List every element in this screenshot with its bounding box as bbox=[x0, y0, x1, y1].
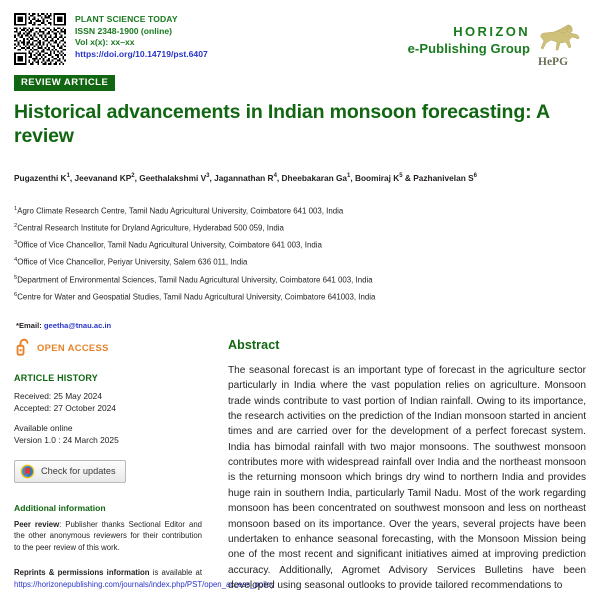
corresponding-email bbox=[0, 305, 600, 330]
affiliation-text: Department of Environmental Sciences, Tamil Nadu Agricultural University, Coimbatore 641 003, India bbox=[17, 275, 373, 285]
journal-meta bbox=[75, 13, 408, 60]
open-lock-icon bbox=[16, 338, 31, 356]
version-date: Version 1.0 : 24 March 2025 bbox=[14, 435, 119, 446]
affiliation-text: Centre for Water and Geospatial Studies, Tamil Nadu Agricultural University, Coimbatore 641003, India bbox=[17, 292, 376, 302]
hepg-abbreviation: HePG bbox=[538, 56, 569, 68]
check-for-updates-button[interactable] bbox=[14, 460, 126, 483]
author-list: Pugazenthi $K^1$, Jeevanand $KP^2$, Geethalakshmi $V^3$, Jagannathan $R^4$, Dheebakaran Ga$^1$, Boomiraj $K^5$ & Pazhanivelan $S^6$ bbox=[14, 172, 477, 183]
affiliation-text: Agro Climate Research Centre, Tamil Nadu Agricultural University, Coimbatore 641 003, India bbox=[17, 206, 344, 216]
journal-volume: Vol x(x): xx–xx bbox=[75, 37, 135, 48]
abstract-text: The seasonal forecast is an important type of forecast in the agriculture sector particularly in India where the vast population relies on agriculture. Monsoon trade winds contribute to vast portion of Indian rainfall. Owing to its importance, the research activities on the prediction of the Indian monsoon started in ancient times and are carried over for the development of a perfect forecast system. India has bimodal rainfall with two major monsoons. The southwest monsoon contributes more with widespread rainfall over India and the northeast monsoon is the returning monsoon which brings dry wind to northern India and provides huge rain in southern India, particularly Tamil Nadu. Most of the work regarding monsoon has been concentrated on southwest monsoon and less on northeast monsoon based on its importance. Over the years, several projects have been undertaken to enhance seasonal forecasting, with the Monsoon Mission being one of the most recent and significant initiatives aimed at improving prediction accuracy. Additionally, Agromet Advisory Services Bulletins have been developed using seasonal outlooks to provide tailored recommendations to bbox=[228, 365, 586, 591]
received-date: Received: 25 May 2024 bbox=[14, 391, 102, 402]
author-name: Jagannathan $R^4$ bbox=[214, 172, 277, 183]
article-history-heading: ARTICLE HISTORY bbox=[14, 373, 99, 384]
peer-review-text: : Publisher thanks Sectional Editor and the other anonymous reviewers for their contribution to the peer review of this work. bbox=[14, 519, 202, 552]
reprints-label: Reprints & permissions information bbox=[14, 567, 150, 577]
abstract-section bbox=[214, 338, 586, 593]
doi-link[interactable]: https://doi.org/10.14719/pst.6407 bbox=[75, 48, 208, 59]
author-name: Boomiraj $K^5$ bbox=[354, 172, 403, 183]
qr-code-icon bbox=[14, 13, 66, 65]
affiliation-item: $^5$Department of Environmental Sciences, Tamil Nadu Agricultural University, Coimbatore 641 003, India bbox=[14, 274, 373, 285]
author-name: Jeevanand $KP^2$ bbox=[74, 172, 135, 183]
affiliation-text: Central Research Institute for Dryland Agriculture, Hyderabad 500 059, India bbox=[17, 223, 284, 233]
article-history-block bbox=[14, 390, 202, 447]
journal-issn: ISSN 2348-1900 (online) bbox=[75, 25, 172, 36]
reprints-url[interactable]: https://horizonepublishing.com/journals/index.php/PST/open_access_policy bbox=[14, 579, 275, 589]
pegasus-icon bbox=[536, 23, 582, 57]
affiliation-item: $^2$Central Research Institute for Dryland Agriculture, Hyderabad 500 059, India bbox=[14, 222, 284, 233]
affiliation-item: $^3$Office of Vice Chancellor, Tamil Nadu Agricultural University, Coimbatore 641 003, India bbox=[14, 240, 322, 250]
peer-review-note bbox=[14, 519, 202, 553]
publisher-branding bbox=[408, 13, 586, 67]
open-access-banner bbox=[14, 338, 202, 356]
article-type-badge: REVIEW ARTICLE bbox=[14, 75, 115, 92]
badge-row bbox=[0, 67, 600, 91]
masthead bbox=[0, 0, 600, 67]
author-name: Pugazenthi $K^1$ bbox=[14, 172, 70, 183]
check-for-updates-label: Check for updates bbox=[41, 466, 116, 477]
page-title: Historical advancements in Indian monsoon forecasting: A review bbox=[14, 101, 550, 147]
affiliation-text: Office of Vice Chancellor, Periyar University, Salem 636 011, India bbox=[17, 258, 248, 268]
affiliation-item: $^4$Office of Vice Chancellor, Periyar University, Salem 636 011, India bbox=[14, 257, 248, 268]
email-address[interactable]: geetha@tnau.ac.in bbox=[43, 321, 112, 331]
journal-title: PLANT SCIENCE TODAY bbox=[75, 14, 178, 24]
affiliation-list bbox=[0, 184, 600, 305]
accepted-date: Accepted: 27 October 2024 bbox=[14, 403, 116, 414]
affiliation-item: $^6$Centre for Water and Geospatial Studies, Tamil Nadu Agricultural University, Coimbatore 641003, India bbox=[14, 291, 376, 302]
peer-review-label: Peer review bbox=[14, 519, 60, 529]
body-columns bbox=[0, 338, 600, 593]
author-name: Geethalakshmi $V^3$ bbox=[139, 172, 210, 183]
additional-information-heading: Additional information bbox=[14, 502, 106, 513]
email-label: *Email: bbox=[16, 321, 42, 331]
publisher-subtitle: e-Publishing Group bbox=[407, 41, 530, 56]
publisher-name: HORIZON bbox=[453, 24, 530, 39]
reprints-text: is available at bbox=[149, 567, 202, 577]
author-name: Dheebakaran Ga$^1$ bbox=[281, 172, 351, 183]
reprints-note bbox=[14, 567, 275, 590]
affiliation-text: Office of Vice Chancellor, Tamil Nadu Agricultural University, Coimbatore 641 003, India bbox=[17, 240, 322, 250]
abstract-heading: Abstract bbox=[228, 338, 280, 353]
publisher-logo bbox=[536, 23, 582, 67]
open-access-label: OPEN ACCESS bbox=[37, 341, 109, 353]
crossmark-icon bbox=[20, 464, 35, 479]
affiliation-item: $^1$Agro Climate Research Centre, Tamil Nadu Agricultural University, Coimbatore 641 003, India bbox=[14, 205, 344, 216]
author-name: Pazhanivelan $S^6$ bbox=[413, 172, 477, 183]
available-online-label: Available online bbox=[14, 422, 73, 433]
